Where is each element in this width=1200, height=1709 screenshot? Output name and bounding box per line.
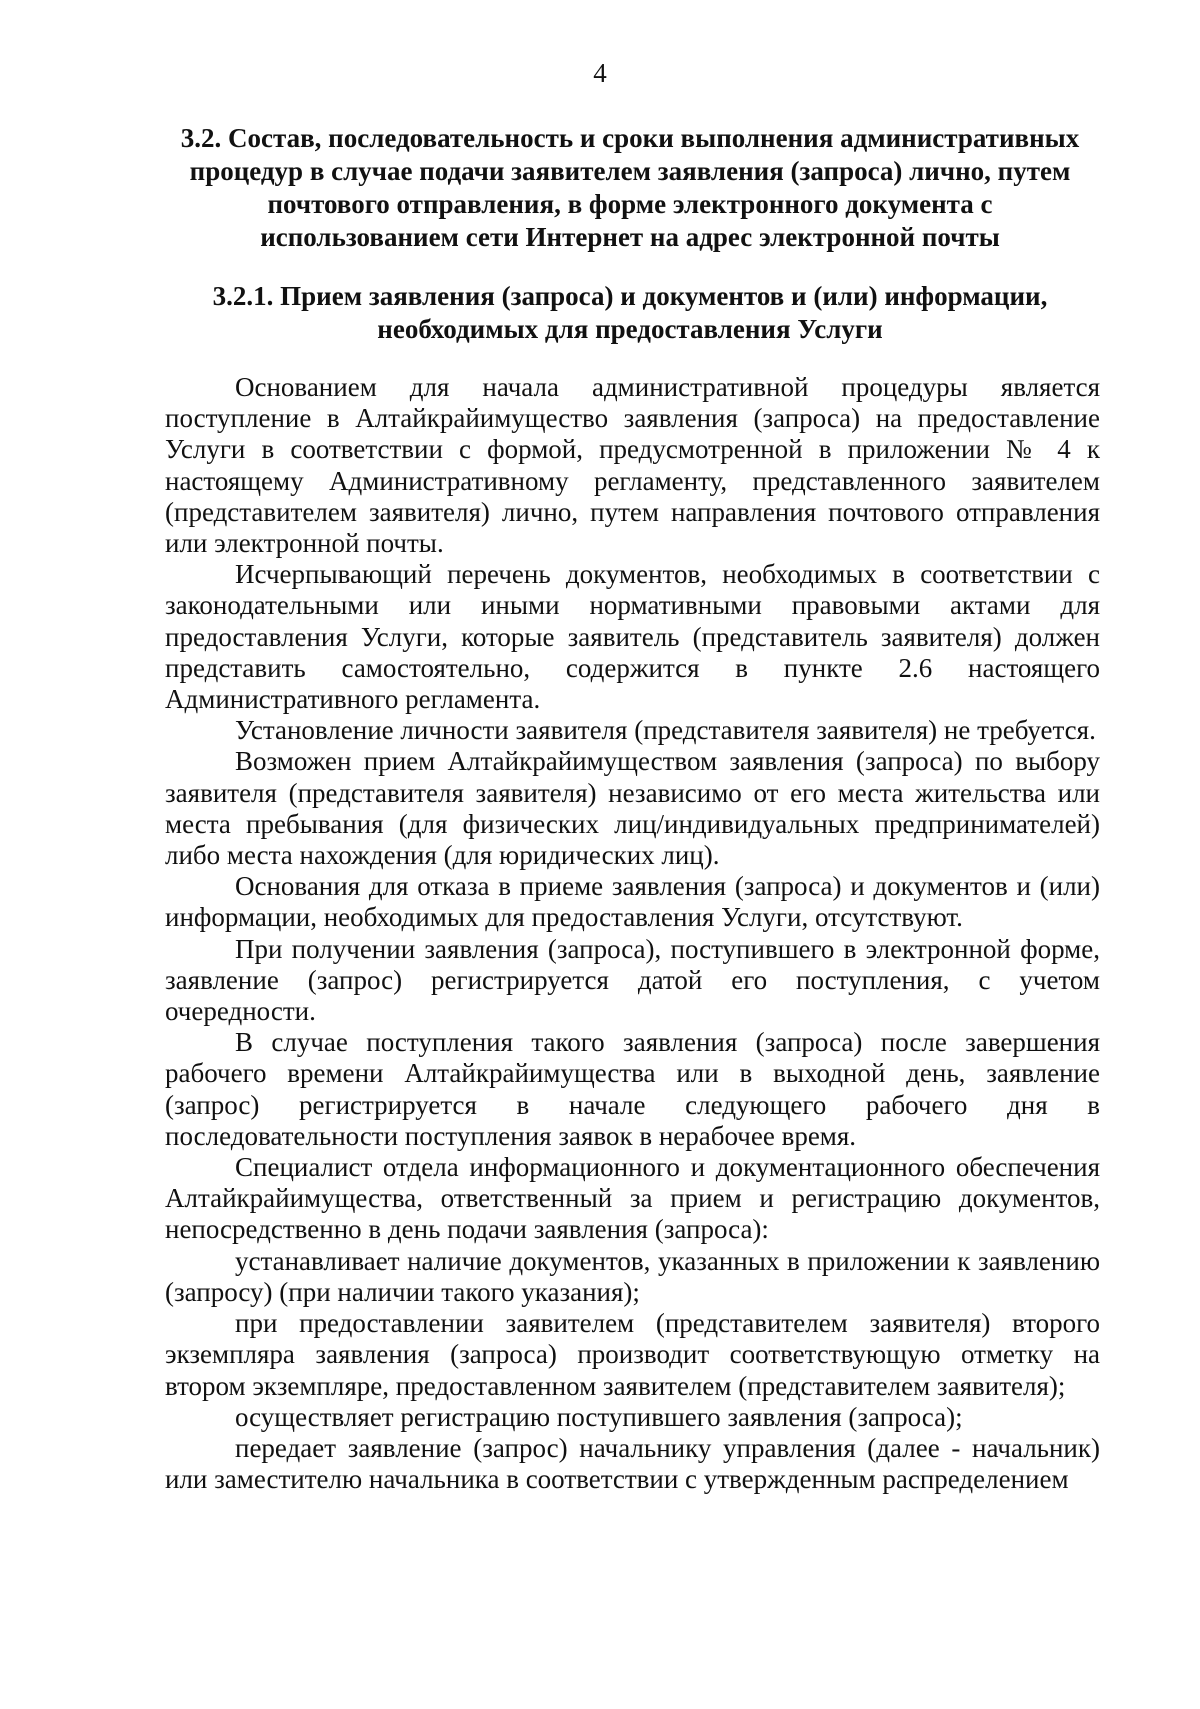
document-body — [165, 372, 1100, 1495]
subsection-title: 3.2.1. Прием заявления (запроса) и документов и (или) информации, необходимых для предоставления Услуги — [212, 281, 1048, 344]
paragraph: осуществляет регистрацию поступившего заявления (запроса); — [235, 1401, 963, 1432]
paragraph: При получении заявления (запроса), поступившего в электронной форме, заявление (запрос) регистрируется датой его поступления, с учетом очередности. — [165, 933, 1100, 1027]
paragraph: Специалист отдела информационного и документационного обеспечения Алтайкрайимущества, ответственный за прием и регистрацию документов, непосредственно в день подачи заявления (запроса): — [165, 1152, 1100, 1245]
paragraph: Возможен прием Алтайкрайимуществом заявления (запроса) по выбору заявителя (представителя заявителя) независимо от его места жительства или места пребывания (для физических лиц/индивидуальных предпринимателей) либо места нахождения (для юридических лиц). — [165, 746, 1100, 871]
paragraph: В случае поступления такого заявления (запроса) после завершения рабочего времени Алтайкрайимущества или в выходной день, заявление (запрос) регистрируется в начале следующего рабочего дня в последовательности поступления заявок в нерабочее время. — [165, 1027, 1100, 1151]
section-title: 3.2. Состав, последовательность и сроки выполнения административных процедур в случае подачи заявителем заявления (запроса) лично, путем почтового отправления, в форме электронного документа с использованием сети Интернет на адрес электронной почты — [180, 123, 1080, 252]
paragraph: Установление личности заявителя (представителя заявителя) не требуется. — [235, 715, 1096, 746]
paragraph: Основания для отказа в приеме заявления (запроса) и документов и (или) информации, необходимых для предоставления Услуги, отсутствуют. — [165, 871, 1100, 933]
paragraph: Исчерпывающий перечень документов, необходимых в соответствии с законодательными или иными нормативными правовыми актами для предоставления Услуги, которые заявитель (представитель заявителя) должен представить самостоятельно, содержится в пункте 2.6 настоящего Административного регламента. — [165, 559, 1100, 715]
paragraph: передает заявление (запрос) начальнику управления (далее - начальник) или заместителю начальника в соответствии с утвержденным распределением — [165, 1432, 1100, 1495]
paragraph: устанавливает наличие документов, указанных в приложении к заявлению (запросу) (при наличии такого указания); — [165, 1245, 1100, 1307]
page-number: 4 — [593, 58, 607, 88]
paragraph: при предоставлении заявителем (представителем заявителя) второго экземпляра заявления (запроса) производит соответствующую отметку на втором экземпляре, предоставленном заявителем (представителем заявителя); — [165, 1308, 1100, 1401]
paragraph: Основанием для начала административной процедуры является поступление в Алтайкрайимущество заявления (запроса) на предоставление Услуги в соответствии с формой, предусмотренной в приложении № 4 к настоящему Административному регламенту, представленного заявителем (представителем заявителя) лично, путем направления почтового отправления или электронной почты. — [165, 372, 1100, 559]
